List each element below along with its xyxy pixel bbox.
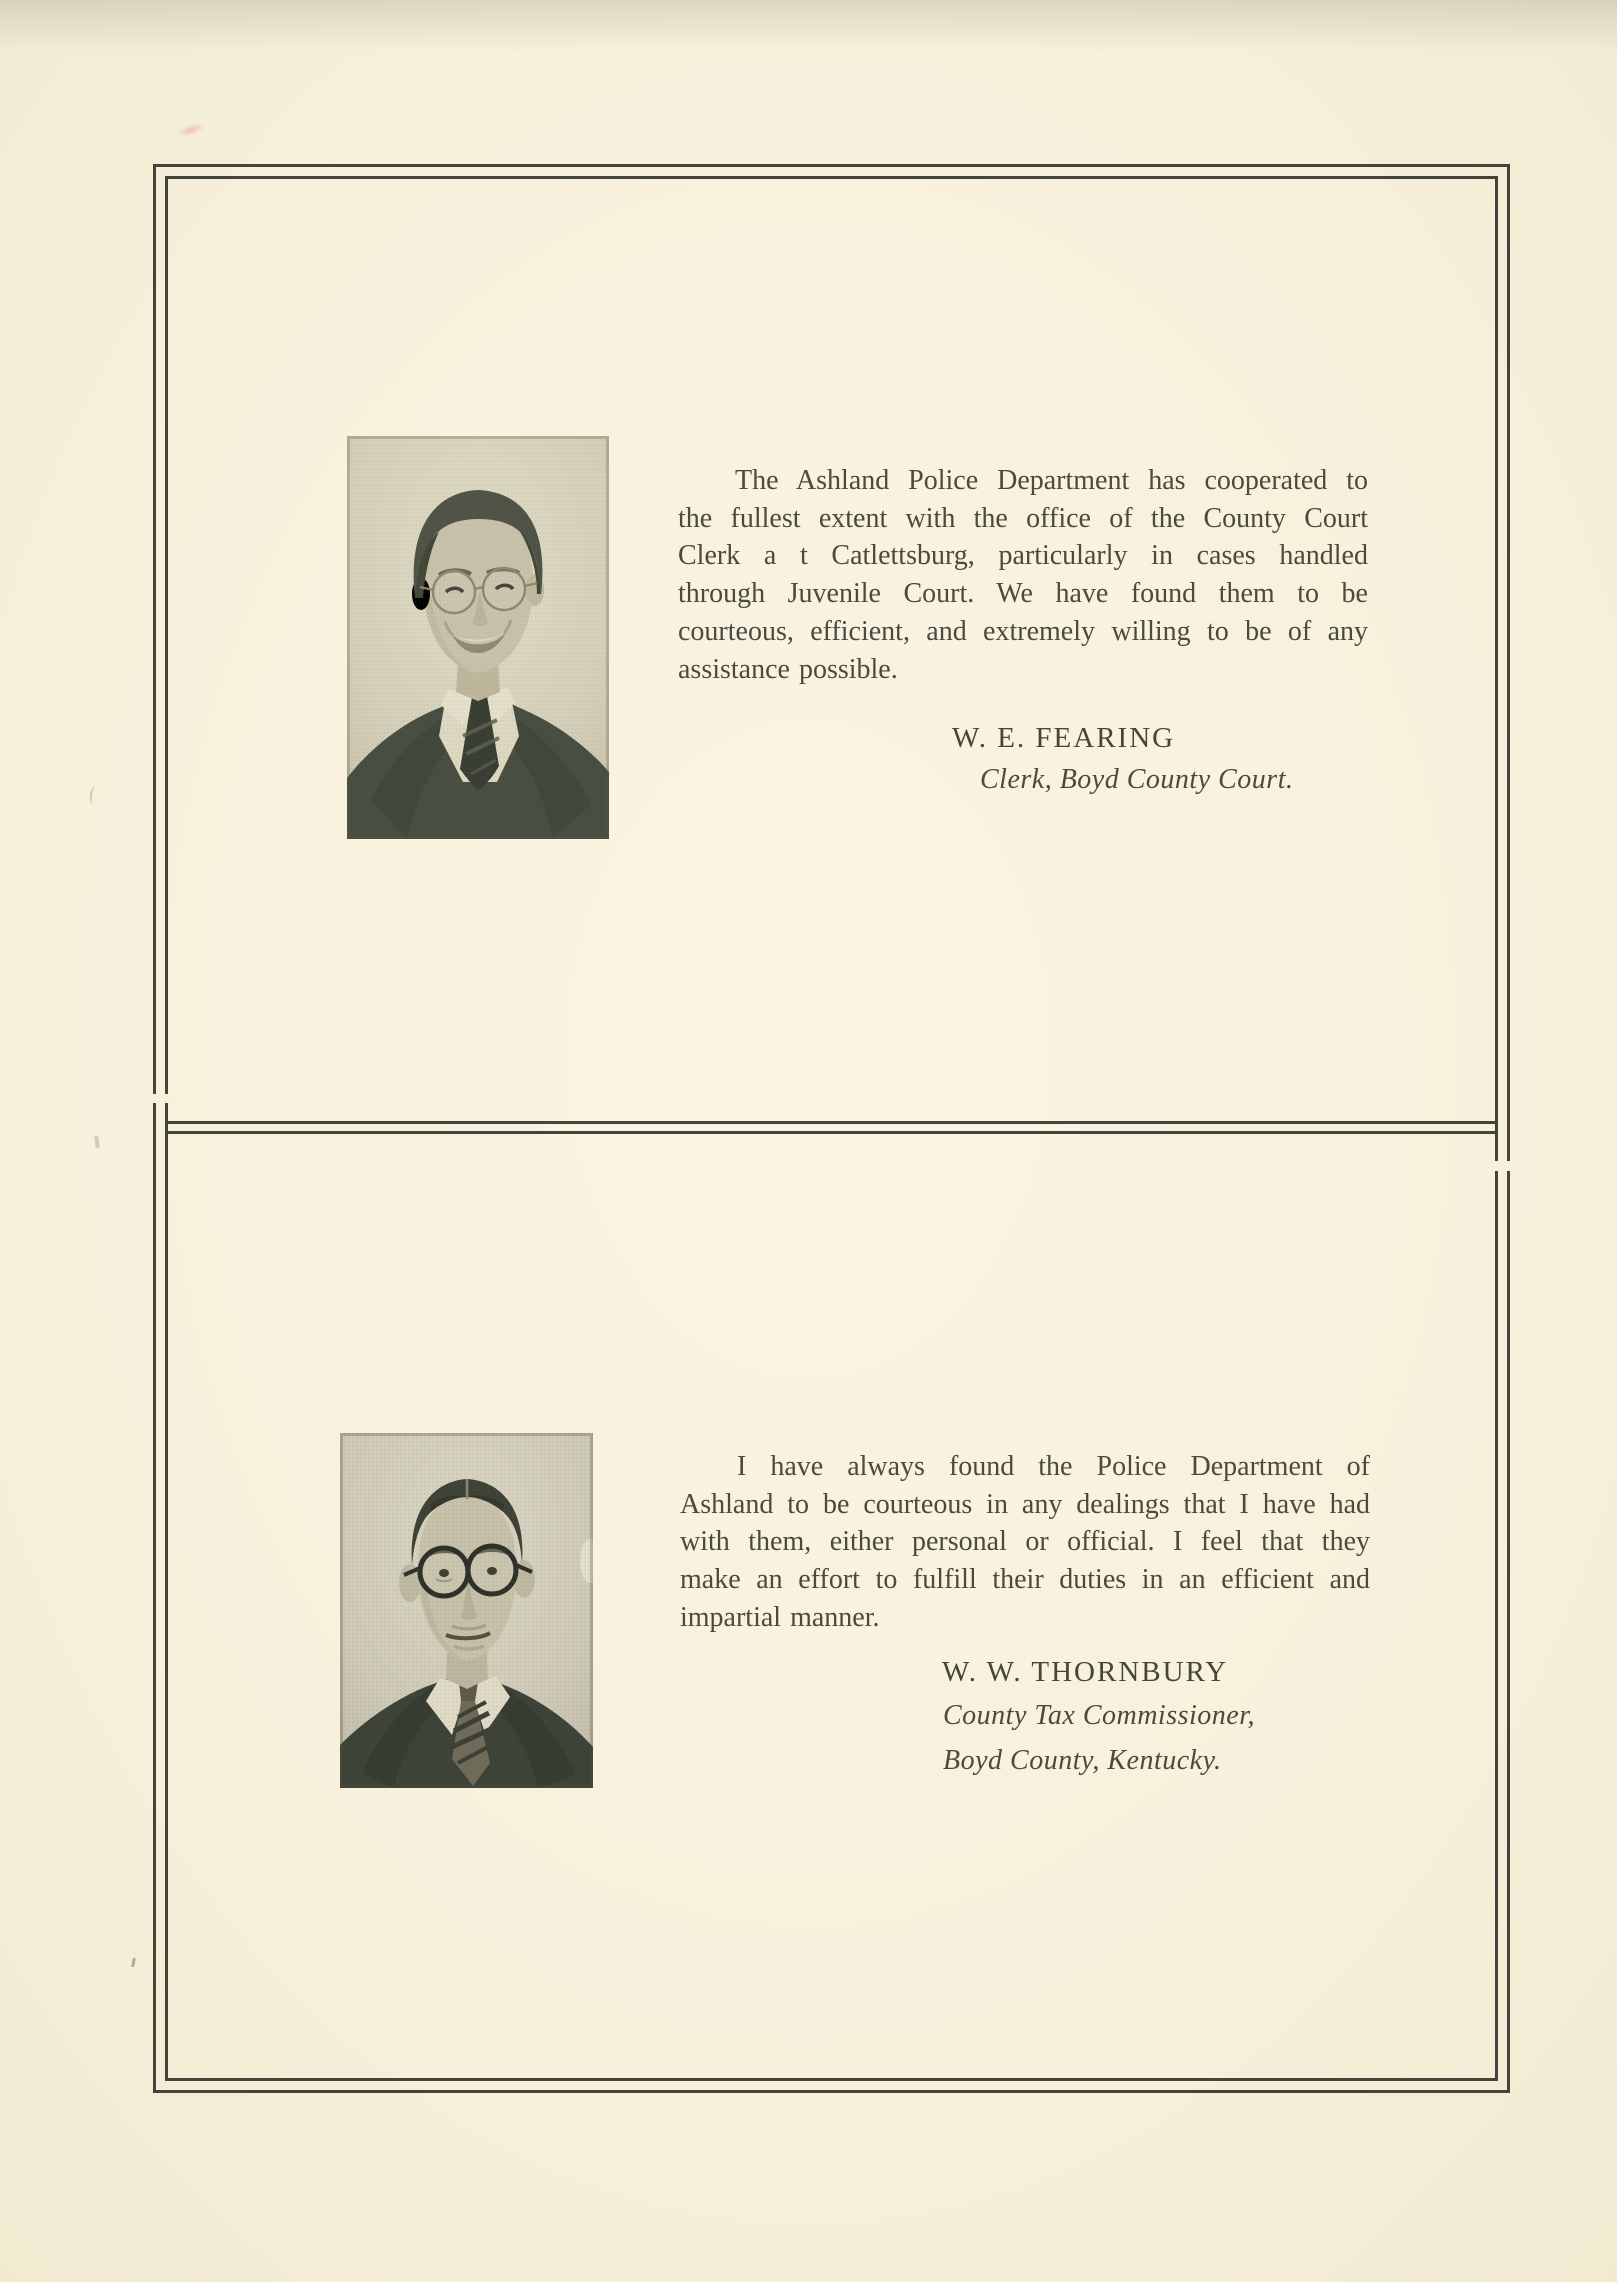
testimonial-text-thornbury xyxy=(680,1448,1370,1637)
signature-title-thornbury-1: County Tax Commissioner, xyxy=(943,1700,1256,1731)
scan-artifact-pink-mark xyxy=(175,120,207,141)
section-divider-rule-bottom xyxy=(167,1131,1496,1134)
testimonial-line: courteous, efficient, and extremely willing to be of any xyxy=(678,615,1368,647)
portrait-photo-fearing xyxy=(347,436,609,839)
testimonial-text-fearing xyxy=(678,462,1368,688)
testimonial-line: assistance possible. xyxy=(678,653,898,685)
signature-name-fearing: W. E. FEARING xyxy=(952,722,1176,754)
testimonial-line: the fullest extent with the office of the County Court xyxy=(678,502,1368,534)
signature-name-thornbury: W. W. THORNBURY xyxy=(942,1656,1229,1688)
testimonial-line: I have always found the Police Department of xyxy=(737,1451,1370,1482)
section-divider-rule-top xyxy=(167,1121,1496,1124)
border-print-gap xyxy=(1490,1161,1514,1171)
signature-title-thornbury-2: Boyd County, Kentucky. xyxy=(943,1745,1222,1776)
scan-artifact-tick xyxy=(94,1136,99,1148)
testimonial-line: make an effort to fulfill their duties in an efficient and xyxy=(680,1564,1370,1596)
testimonial-line: Ashland to be courteous in any dealings that I have had xyxy=(680,1488,1370,1520)
testimonial-line: The Ashland Police Department has cooperated to xyxy=(735,465,1368,496)
signature-title-fearing: Clerk, Boyd County Court. xyxy=(980,764,1294,795)
testimonial-line: through Juvenile Court. We have found them to be xyxy=(678,578,1368,610)
scan-artifact-tick xyxy=(131,1958,136,1967)
testimonial-line: impartial manner. xyxy=(680,1601,880,1633)
portrait-photo-thornbury xyxy=(340,1433,593,1788)
testimonial-line: with them, either personal or official. I feel that they xyxy=(680,1526,1370,1558)
border-print-gap xyxy=(149,1094,171,1103)
scan-artifact-curve-mark xyxy=(89,785,100,804)
testimonial-line: Clerk a t Catlettsburg, particularly in cases handled xyxy=(678,540,1368,572)
